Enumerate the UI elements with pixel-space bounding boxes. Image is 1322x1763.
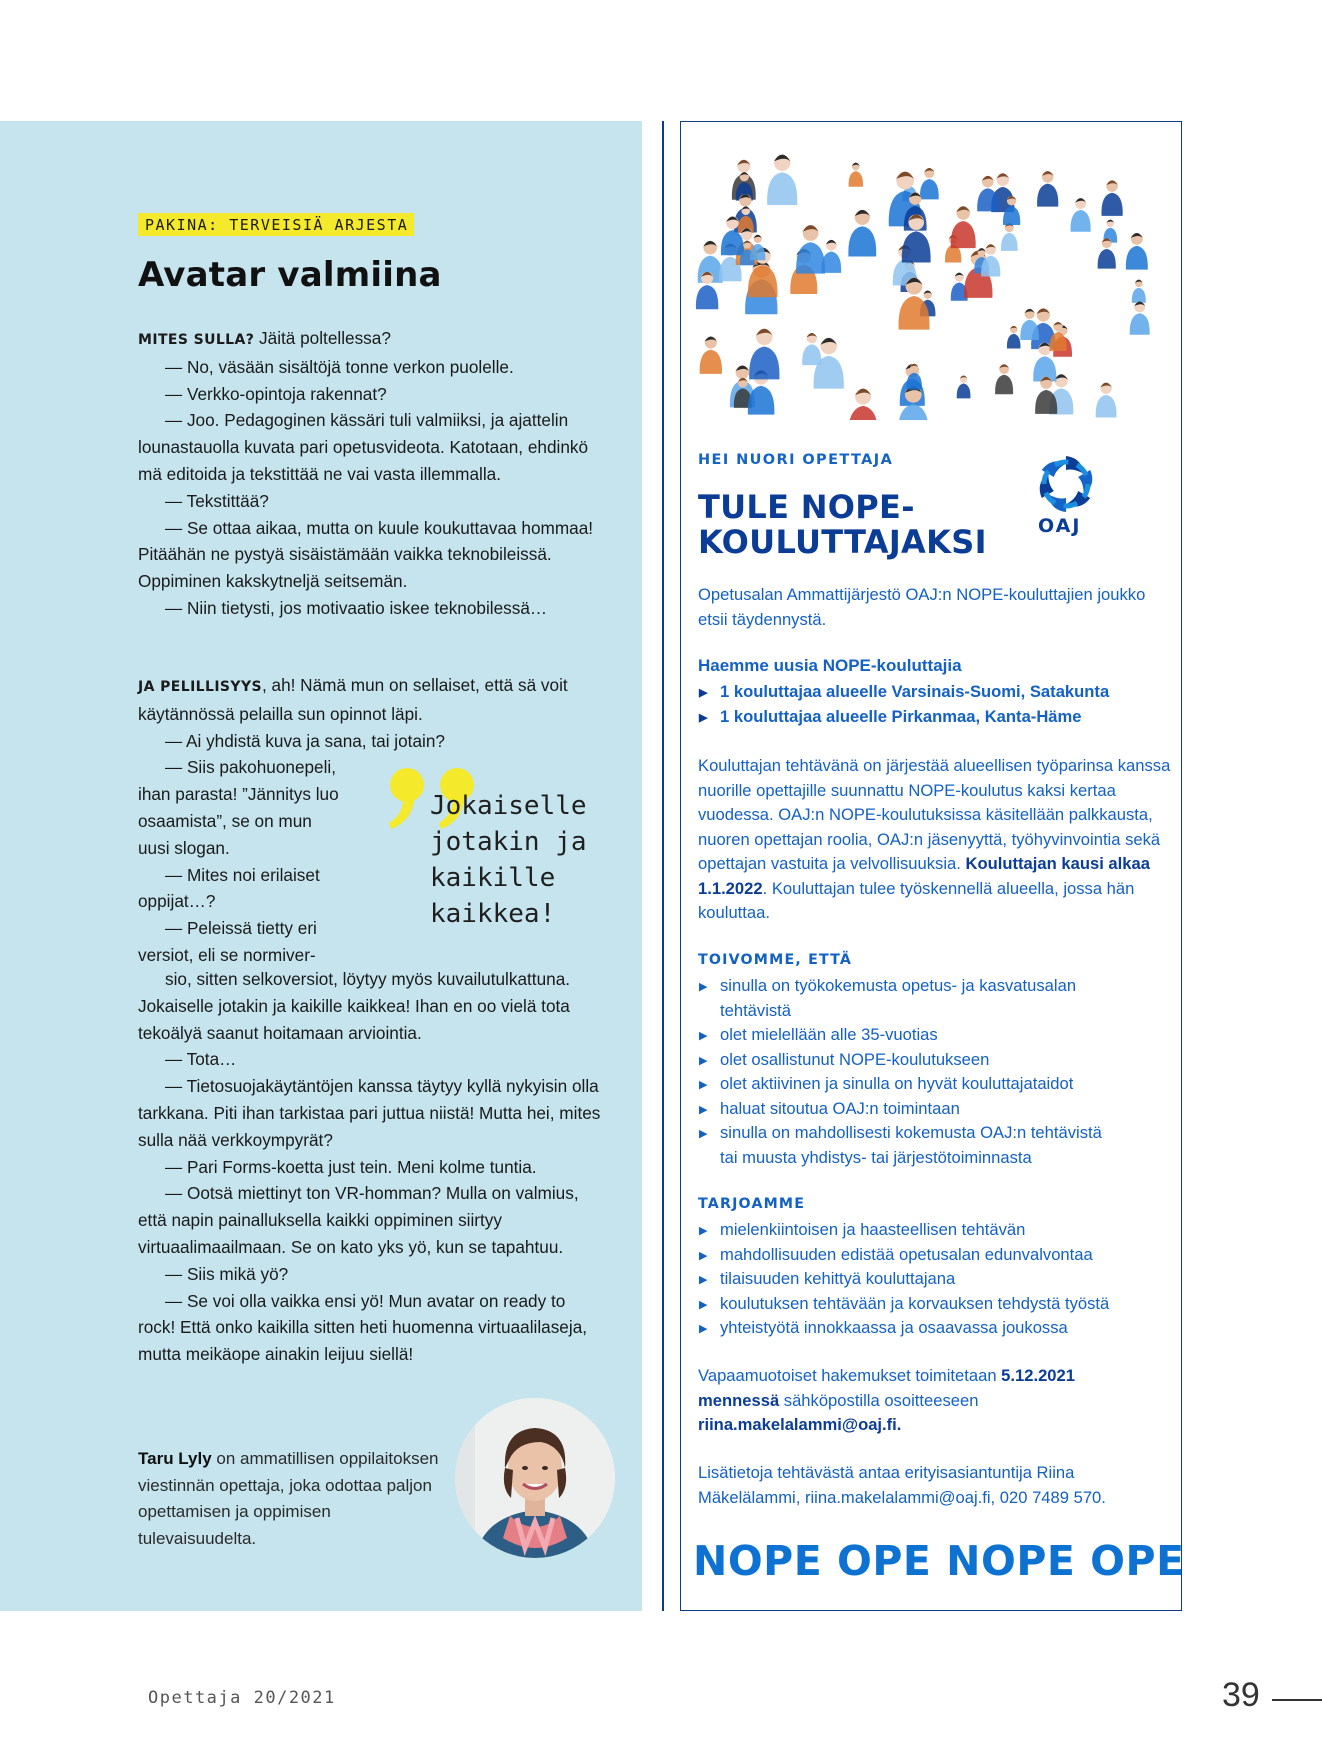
paragraph-lead: JA PELILLISYYS xyxy=(138,679,262,695)
article-body-part-1 xyxy=(138,325,603,622)
list-item: ▶ olet mielellään alle 35-vuotias xyxy=(698,1023,1118,1048)
task-description xyxy=(698,754,1173,926)
list-item: ▶ 1 kouluttajaa alueelle Pirkanmaa, Kanta-Häme xyxy=(698,705,1168,730)
apply-deadline: 5.12.2021 mennessä xyxy=(698,1366,1075,1410)
oaj-logo-text: OAJ xyxy=(1038,515,1082,537)
article-title: Avatar valmiina xyxy=(138,255,442,295)
author-bio xyxy=(138,1446,443,1552)
list-item: ▶ mielenkiintoisen ja haasteellisen tehtävän xyxy=(698,1218,1168,1243)
page-number: 39 xyxy=(1222,1676,1260,1714)
paragraph-lead: MITES SULLA? xyxy=(138,332,255,348)
article-paragraph xyxy=(138,1288,603,1368)
people-illustration xyxy=(695,148,1170,420)
person-figure xyxy=(700,336,722,373)
article-body-part-3 xyxy=(138,966,603,1368)
person-figure xyxy=(977,176,998,212)
article-paragraph xyxy=(138,1154,603,1181)
person-figure xyxy=(1037,171,1058,207)
person-figure xyxy=(1130,302,1150,335)
contact-info: Lisätietoja tehtävästä antaa erityisasiantuntija Riina Mäkelälammi, riina.makelalammi@oaj.fi, 020 7489 570. xyxy=(698,1463,1106,1507)
person-figure xyxy=(796,225,825,273)
paragraph-text: Jäitä poltellessa? xyxy=(254,328,391,348)
person-figure xyxy=(848,210,876,257)
article-paragraph xyxy=(138,862,343,916)
article-paragraph xyxy=(138,381,603,408)
list-item: ▶ tilaisuuden kehittyä kouluttajana xyxy=(698,1267,1168,1292)
list-item: ▶ olet aktiivinen ja sinulla on hyvät kouluttajataidot xyxy=(698,1072,1118,1097)
pull-quote: Jokaiselle jotakin ja kaikille kaikkea! xyxy=(430,791,587,929)
article-paragraph xyxy=(138,515,603,595)
seek-list xyxy=(698,680,1168,729)
paragraph-text: — Verkko-opintoja rakennat? xyxy=(165,383,387,404)
offer-list xyxy=(698,1218,1168,1341)
paragraph-text: — Tekstittää? xyxy=(165,490,269,511)
apply-text: Vapaamuotoiset hakemukset toimitetaan xyxy=(698,1366,1002,1385)
list-item: ▶ olet osallistunut NOPE-koulutukseen xyxy=(698,1048,1118,1073)
paragraph-text: — Peleissä tietty eri versiot, eli se normiver- xyxy=(138,918,317,965)
person-figure xyxy=(1007,326,1021,349)
paragraph-text: — Ootsä miettinyt ton VR-homman? Mulla on valmius, että napin painalluksella kaikki oppiminen siirtyy virtuaalimaailmaan. Se on kato yks yö, kun se tapahtuu. xyxy=(138,1183,579,1257)
person-figure xyxy=(951,206,976,248)
task-start-date: Kouluttajan kausi alkaa 1.1.2022 xyxy=(698,854,1150,898)
paragraph-text: sio, sitten selkoversiot, löytyy myös kuvailutulkattuna. Jokaiselle jotakin ja kaikille kaikkea! Ihan en oo vielä tota tekoälyä saanut hoitamaan arviointia. xyxy=(138,969,571,1043)
paragraph-text: — Ai yhdistä kuva ja sana, tai jotain? xyxy=(165,730,445,751)
paragraph-text: — Se voi olla vaikka ensi yö! Mun avatar on ready to rock! Että onko kaikilla sitten heti huomenna virtuaalilaseja, mutta meikäope ainakin leijuu siellä! xyxy=(138,1290,588,1365)
article-paragraph xyxy=(138,488,603,515)
offer-heading: TARJOAMME xyxy=(698,1196,806,1212)
list-item: ▶ koulutuksen tehtävään ja korvauksen tehdystä työstä xyxy=(698,1292,1168,1317)
person-figure xyxy=(749,329,779,380)
person-figure xyxy=(849,163,863,187)
person-figure xyxy=(848,389,877,420)
ad-title-line-2: KOULUTTAJAKSI xyxy=(698,523,987,561)
person-figure xyxy=(767,155,797,205)
article-paragraph xyxy=(138,407,603,487)
person-figure xyxy=(1020,309,1039,340)
person-figure xyxy=(1101,180,1122,216)
person-figure xyxy=(995,364,1013,394)
list-item: ▶ sinulla on mahdollisesti kokemusta OAJ:n tehtävistä tai muusta yhdistys- tai järjestötoiminnasta xyxy=(698,1121,1118,1170)
person-figure xyxy=(1098,238,1116,268)
task-text: Kouluttajan tehtävänä on järjestää alueellisen työparinsa kanssa nuorille opettajille suunnattu NOPE-koulutus kaksi kertaa vuodessa. OAJ:n NOPE-koulutuksissa käsitellään palkkausta, nuoren opettajan roolia, OAJ:n jäsenyyttä, työhyvinvointia sekä opettajan vastuita ja velvollisuuksia. xyxy=(698,756,1171,873)
person-figure xyxy=(821,240,841,273)
article-paragraph xyxy=(138,325,603,354)
apply-mid: sähköpostilla osoitteeseen xyxy=(779,1390,979,1410)
column-divider xyxy=(662,121,664,1611)
person-figure xyxy=(1035,377,1057,414)
list-item: ▶ sinulla on työkokemusta opetus- ja kasvatusalan tehtävistä xyxy=(698,974,1118,1023)
paragraph-text: , ah! Nämä mun on sellaiset, että sä voit käytännössä pelailla sun opinnot läpi. xyxy=(138,675,568,724)
paragraph-text: — Siis pakohuonepeli, ihan parasta! ”Jännitys luo osaamista”, se on mun uusi slogan. xyxy=(138,757,339,858)
list-item: ▶ yhteistyötä innokkaassa ja osaavassa joukossa xyxy=(698,1316,1168,1341)
author-photo xyxy=(455,1398,615,1558)
article-paragraph xyxy=(138,354,603,381)
hope-heading: TOIVOMME, ETTÄ xyxy=(698,952,853,968)
person-figure xyxy=(957,375,971,398)
article-paragraph xyxy=(138,595,603,622)
paragraph-text: — Niin tietysti, jos motivaatio iskee teknobilessä… xyxy=(165,597,548,618)
ad-slogan: NOPE OPE NOPE OPE xyxy=(693,1537,1185,1585)
seek-heading: Haemme uusia NOPE-kouluttajia xyxy=(698,656,962,675)
paragraph-text: — Se ottaa aikaa, mutta on kuule koukuttavaa hommaa! Pitäähän ne pystyä sisäistämään vaikka teknobileissä. Oppiminen kakskytneljä seitsemän. xyxy=(138,517,594,592)
author-name: Taru Lyly xyxy=(138,1449,212,1468)
list-item: ▶ haluat sitoutua OAJ:n toimintaan xyxy=(698,1097,1118,1122)
apply-instructions xyxy=(698,1364,1128,1438)
article-paragraph xyxy=(138,915,343,969)
article-paragraph xyxy=(138,966,603,1046)
paragraph-text: — Siis mikä yö? xyxy=(165,1263,289,1284)
page-number-rule xyxy=(1272,1699,1322,1701)
article-paragraph xyxy=(138,672,603,728)
article-paragraph xyxy=(138,1046,603,1073)
person-figure xyxy=(1096,383,1117,418)
person-figure xyxy=(750,235,765,261)
publication-issue: Opettaja 20/2021 xyxy=(148,1688,336,1708)
person-figure xyxy=(920,168,939,199)
article-paragraph xyxy=(138,754,343,861)
article-paragraph xyxy=(138,1180,603,1260)
person-figure xyxy=(1126,233,1148,270)
list-item: ▶ mahdollisuuden edistää opetusalan edunvalvontaa xyxy=(698,1243,1168,1268)
ad-intro: Opetusalan Ammattijärjestö OAJ:n NOPE-kouluttajien joukko etsii täydennystä. xyxy=(698,585,1146,629)
ad-title-line-1: TULE NOPE- xyxy=(698,488,915,526)
ad-title xyxy=(698,490,987,560)
hope-list xyxy=(698,974,1118,1170)
task-tail: . Kouluttajan tulee työskennellä alueella, jossa hän kouluttaa. xyxy=(698,878,1135,922)
person-figure xyxy=(1001,223,1018,251)
author-bio-text: on ammatillisen oppilaitoksen viestinnän opettaja, joka odottaa paljon opettamisen ja oppimisen tulevaisuudelta. xyxy=(138,1449,439,1548)
person-figure xyxy=(802,333,821,365)
article-paragraph xyxy=(138,1073,603,1153)
section-tag: PAKINA: TERVEISIÄ ARJESTA xyxy=(138,213,414,236)
paragraph-text: — Mites noi erilaiset oppijat…? xyxy=(138,864,320,912)
person-figure xyxy=(1132,280,1146,303)
paragraph-text: — No, väsään sisältöjä tonne verkon puolelle. xyxy=(165,356,514,377)
paragraph-text: — Joo. Pedagoginen kässäri tuli valmiiksi, ja ajattelin lounastauolla kuvata pari opetusvideota. Katotaan, ehdinkö mä editoida ja tekstittää ne vai vasta illemmalla. xyxy=(138,410,589,484)
list-item: ▶ 1 kouluttajaa alueelle Varsinais-Suomi, Satakunta xyxy=(698,680,1168,705)
person-figure xyxy=(1071,198,1091,232)
ad-kicker: HEI NUORI OPETTAJA xyxy=(698,452,894,468)
paragraph-text: — Tota… xyxy=(165,1049,237,1070)
paragraph-text: — Pari Forms-koetta just tein. Meni kolme tuntia. xyxy=(165,1156,537,1177)
article-paragraph xyxy=(138,1261,603,1288)
article-paragraph xyxy=(138,728,603,755)
paragraph-text: — Tietosuojakäytäntöjen kanssa täytyy kyllä nykyisin olla tarkkana. Piti ihan tarkistaa pari juttua niistä! Mutta hei, mites sulla nää verkkoympyrät? xyxy=(138,1076,601,1150)
apply-email-link[interactable]: riina.makelalammi@oaj.fi. xyxy=(698,1415,902,1434)
